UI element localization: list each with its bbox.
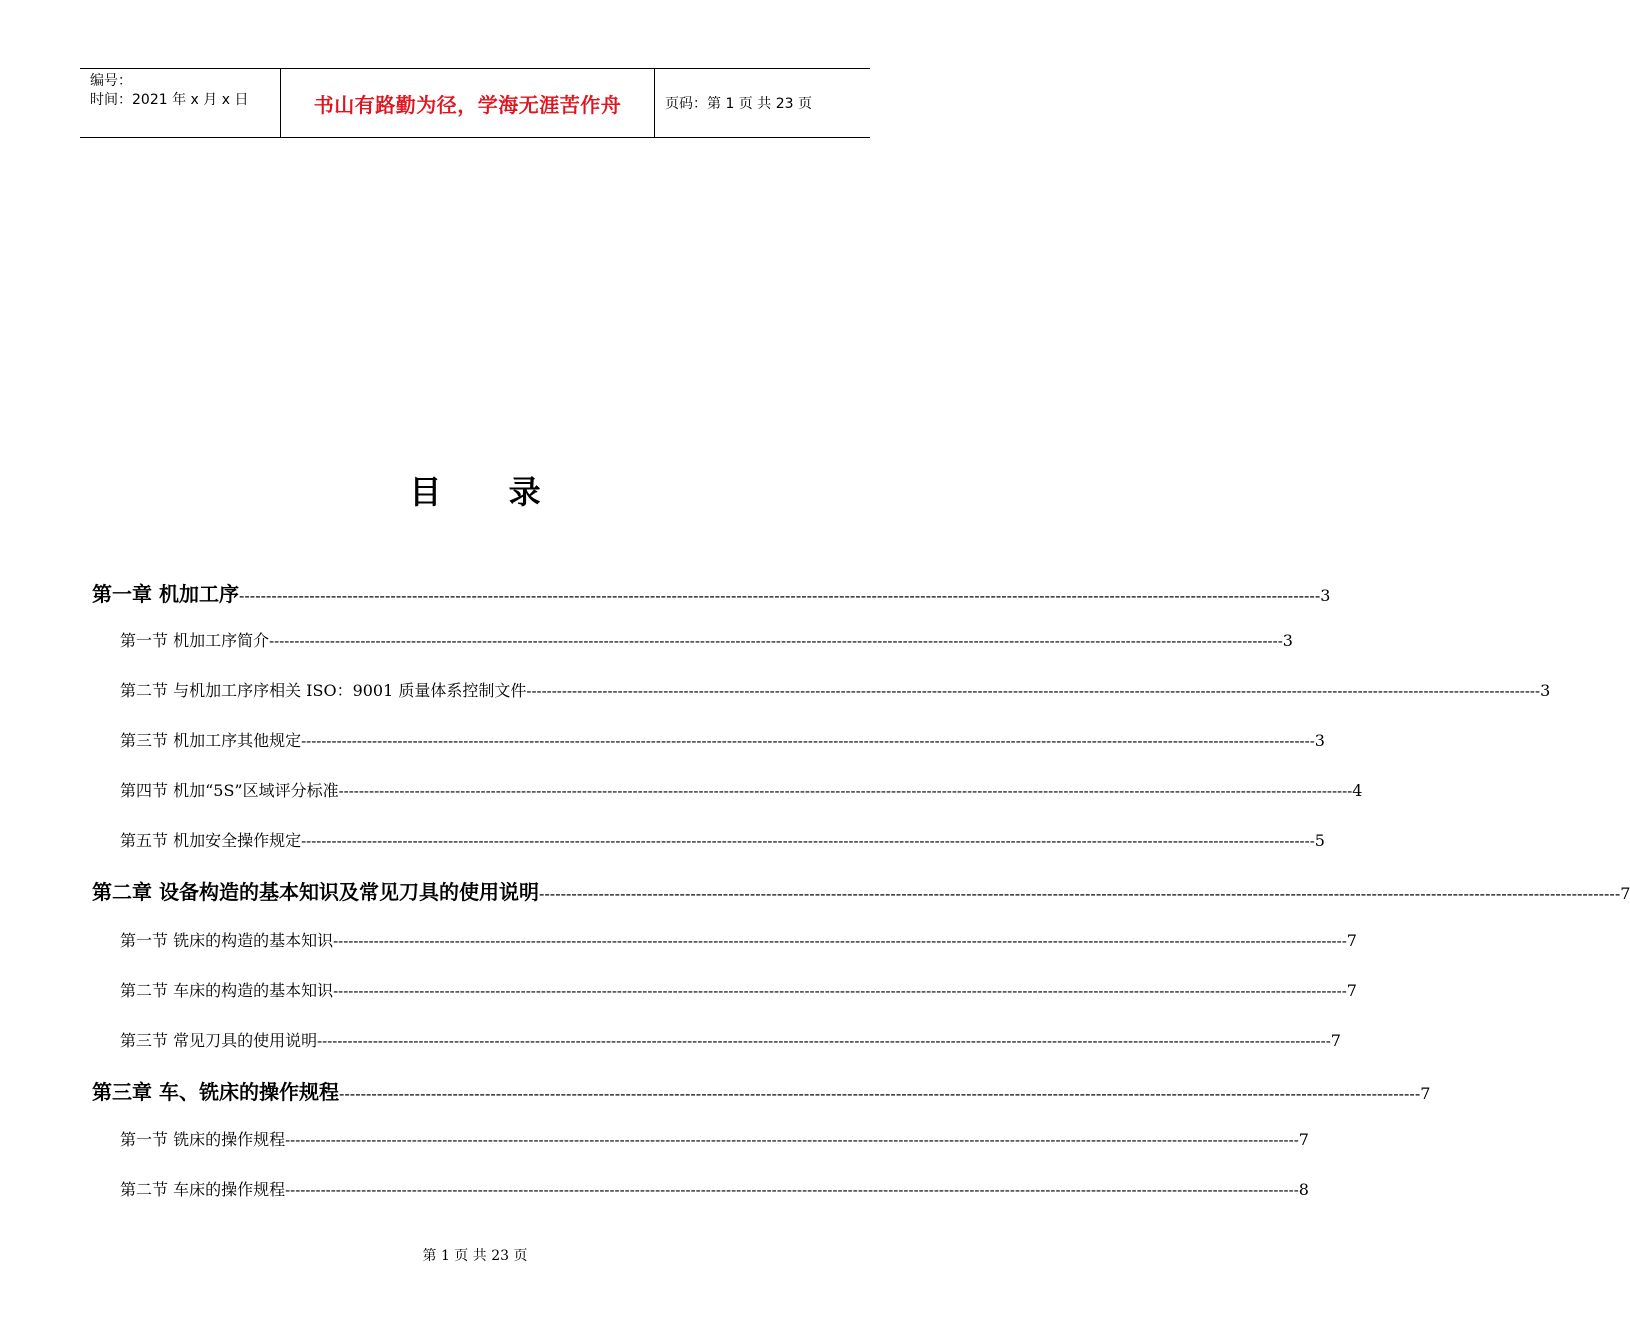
toc-entry-title: 第二节 与机加工序序相关 ISO：9001 质量体系控制文件 (120, 681, 527, 700)
header-motto: 书山有路勤为径，学海无涯苦作舟 (313, 93, 622, 117)
toc-entry-title: 第三节 常见刀具的使用说明 (120, 1031, 318, 1050)
toc-leader-dashes: -------------------------------------------------------------------------------------------------------------------------------------------------------------------------------------------------------- (285, 1131, 1299, 1149)
toc-entry-page: 3 (1320, 586, 1331, 605)
toc-leader-dashes: -------------------------------------------------------------------------------------------------------------------------------------------------------------------------------------------------------- (333, 982, 1347, 1000)
toc-leader-dashes: -------------------------------------------------------------------------------------------------------------------------------------------------------------------------------------------------------- (301, 732, 1315, 750)
document-header (80, 68, 870, 138)
toc-entry-page: 8 (1298, 1180, 1309, 1199)
toc-section-entry[interactable] (120, 928, 1357, 951)
toc-entry-page: 7 (1346, 981, 1357, 1000)
toc-section-entry[interactable] (120, 828, 1325, 851)
toc-entry-page: 7 (1330, 1031, 1341, 1050)
header-page-info: 页码：第 1 页 共 23 页 (665, 96, 812, 112)
toc-entry-title: 第一节 铣床的操作规程 (120, 1130, 286, 1149)
toc-section-entry[interactable] (120, 628, 1293, 651)
toc-entry-page: 7 (1298, 1130, 1309, 1149)
toc-leader-dashes: -------------------------------------------------------------------------------------------------------------------------------------------------------------------------------------------------------- (538, 884, 1621, 903)
toc-entry-page: 7 (1346, 931, 1357, 950)
toc-entry-title: 第二节 车床的构造的基本知识 (120, 981, 334, 1000)
header-meta-cell (80, 69, 281, 137)
toc-entry-title: 第二章 设备构造的基本知识及常见刀具的使用说明 (92, 880, 539, 904)
toc-entry-title: 第五节 机加安全操作规定 (120, 831, 302, 850)
document-time-label: 时间：2021 年 x 月 x 日 (90, 92, 249, 108)
toc-entry-page: 3 (1314, 731, 1325, 750)
page-footer: 第 1 页 共 23 页 (422, 1248, 528, 1264)
toc-entry-title: 第三章 车、铣床的操作规程 (92, 1080, 339, 1104)
toc-entry-page: 4 (1352, 781, 1363, 800)
toc-section-entry[interactable] (120, 778, 1363, 801)
toc-chapter-entry[interactable] (92, 578, 1331, 607)
header-motto-cell (281, 69, 655, 137)
toc-entry-page: 7 (1620, 884, 1630, 903)
toc-entry-title: 第二节 车床的操作规程 (120, 1180, 286, 1199)
toc-leader-dashes: -------------------------------------------------------------------------------------------------------------------------------------------------------------------------------------------------------- (269, 632, 1283, 650)
toc-entry-title: 第三节 机加工序其他规定 (120, 731, 302, 750)
toc-title: 目 录 (409, 473, 569, 511)
toc-leader-dashes: -------------------------------------------------------------------------------------------------------------------------------------------------------------------------------------------------------- (526, 682, 1541, 700)
toc-section-entry[interactable] (120, 728, 1325, 751)
toc-leader-dashes: -------------------------------------------------------------------------------------------------------------------------------------------------------------------------------------------------------- (338, 1084, 1421, 1103)
toc-chapter-entry[interactable] (92, 876, 1630, 905)
toc-section-entry[interactable] (120, 978, 1357, 1001)
toc-entry-title: 第一章 机加工序 (92, 582, 239, 606)
toc-leader-dashes: -------------------------------------------------------------------------------------------------------------------------------------------------------------------------------------------------------- (317, 1032, 1331, 1050)
toc-entry-title: 第一节 铣床的构造的基本知识 (120, 931, 334, 950)
toc-chapter-entry[interactable] (92, 1076, 1431, 1105)
header-page-cell (655, 69, 870, 137)
toc-entry-page: 7 (1420, 1084, 1431, 1103)
toc-entry-page: 3 (1282, 631, 1293, 650)
toc-entry-page: 5 (1314, 831, 1325, 850)
toc-leader-dashes: -------------------------------------------------------------------------------------------------------------------------------------------------------------------------------------------------------- (333, 932, 1347, 950)
toc-leader-dashes: -------------------------------------------------------------------------------------------------------------------------------------------------------------------------------------------------------- (238, 586, 1321, 605)
toc-entry-title: 第四节 机加“5S”区域评分标准 (120, 781, 339, 800)
toc-entry-title: 第一节 机加工序简介 (120, 631, 270, 650)
toc-section-entry[interactable] (120, 1028, 1341, 1051)
toc-section-entry[interactable] (120, 1177, 1309, 1200)
toc-leader-dashes: -------------------------------------------------------------------------------------------------------------------------------------------------------------------------------------------------------- (301, 832, 1315, 850)
toc-section-entry[interactable] (120, 678, 1551, 701)
toc-leader-dashes: -------------------------------------------------------------------------------------------------------------------------------------------------------------------------------------------------------- (338, 782, 1353, 800)
toc-section-entry[interactable] (120, 1127, 1309, 1150)
toc-entry-page: 3 (1540, 681, 1551, 700)
toc-leader-dashes: -------------------------------------------------------------------------------------------------------------------------------------------------------------------------------------------------------- (285, 1181, 1299, 1199)
document-number-label: 编号： (90, 73, 132, 89)
